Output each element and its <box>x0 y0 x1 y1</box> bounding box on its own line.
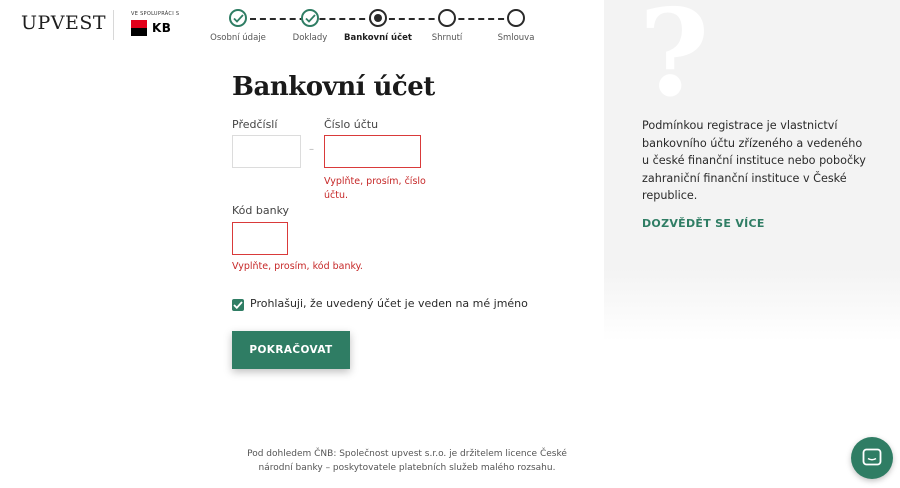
step-label: Osobní údaje <box>210 33 266 43</box>
step-label: Bankovní účet <box>344 33 412 43</box>
checkmark-icon <box>233 301 243 309</box>
prefix-input[interactable] <box>232 135 301 168</box>
account-error-line: účtu. <box>324 190 349 201</box>
chat-widget-button[interactable] <box>851 437 893 479</box>
learn-more-link[interactable]: DOZVĚDĚT SE VÍCE <box>642 217 765 230</box>
account-number-label: Číslo účtu <box>324 118 379 131</box>
account-number-error <box>324 175 426 203</box>
logo-divider <box>113 10 114 40</box>
account-number-input[interactable] <box>324 135 421 168</box>
step-todo-icon <box>507 9 525 27</box>
step-label: Doklady <box>292 33 328 43</box>
prefix-separator: – <box>309 144 314 155</box>
bank-code-error: Vyplňte, prosím, kód banky. <box>232 261 363 272</box>
kb-logo <box>131 20 179 36</box>
step-done-icon <box>301 9 319 27</box>
upvest-logo[interactable]: UPVEST <box>21 12 107 34</box>
info-text: Podmínkou registrace je vlastnictví bankovního účtu zřízeného a vedeného u české finanční instituce nebo pobočky zahraniční finanční instituce v České republice. <box>642 119 866 202</box>
kb-partner-logo <box>131 11 179 36</box>
step-todo-icon <box>438 9 456 27</box>
continue-button[interactable]: POKRAČOVAT <box>232 331 350 369</box>
progress-stepper <box>210 9 542 49</box>
page-title: Bankovní účet <box>232 72 435 102</box>
bank-code-input[interactable] <box>232 222 288 255</box>
account-error-line: Vyplňte, prosím, číslo <box>324 176 426 187</box>
step-label: Smlouva <box>497 33 535 43</box>
step-current-icon <box>369 9 387 27</box>
step-label: Shrnutí <box>431 33 463 43</box>
step-done-icon <box>229 9 247 27</box>
declaration-label[interactable]: Prohlašuji, že uvedený účet je veden na mé jméno <box>250 297 528 310</box>
footer-line: Pod dohledem ČNB: Společnost upvest s.r.o. je držitelem licence České <box>247 449 567 459</box>
question-mark-icon: ? <box>639 0 710 124</box>
bank-code-label: Kód banky <box>232 204 290 217</box>
kb-logo-text: KB <box>152 21 172 35</box>
step-shrnuti <box>407 9 487 43</box>
step-bankovni-ucet[interactable] <box>338 9 418 43</box>
step-osobni-udaje[interactable] <box>198 9 278 43</box>
info-panel <box>604 0 900 488</box>
prefix-label: Předčíslí <box>232 118 278 131</box>
regulatory-footer <box>232 447 582 475</box>
step-smlouva <box>476 9 556 43</box>
footer-line: národní banky – poskytovatele platebních služeb malého rozsahu. <box>258 463 556 473</box>
partner-caption: VE SPOLUPRÁCI S <box>131 11 180 17</box>
declaration-checkbox[interactable] <box>232 299 244 311</box>
chat-bubble-icon <box>862 448 882 468</box>
kb-square-icon <box>131 20 147 36</box>
